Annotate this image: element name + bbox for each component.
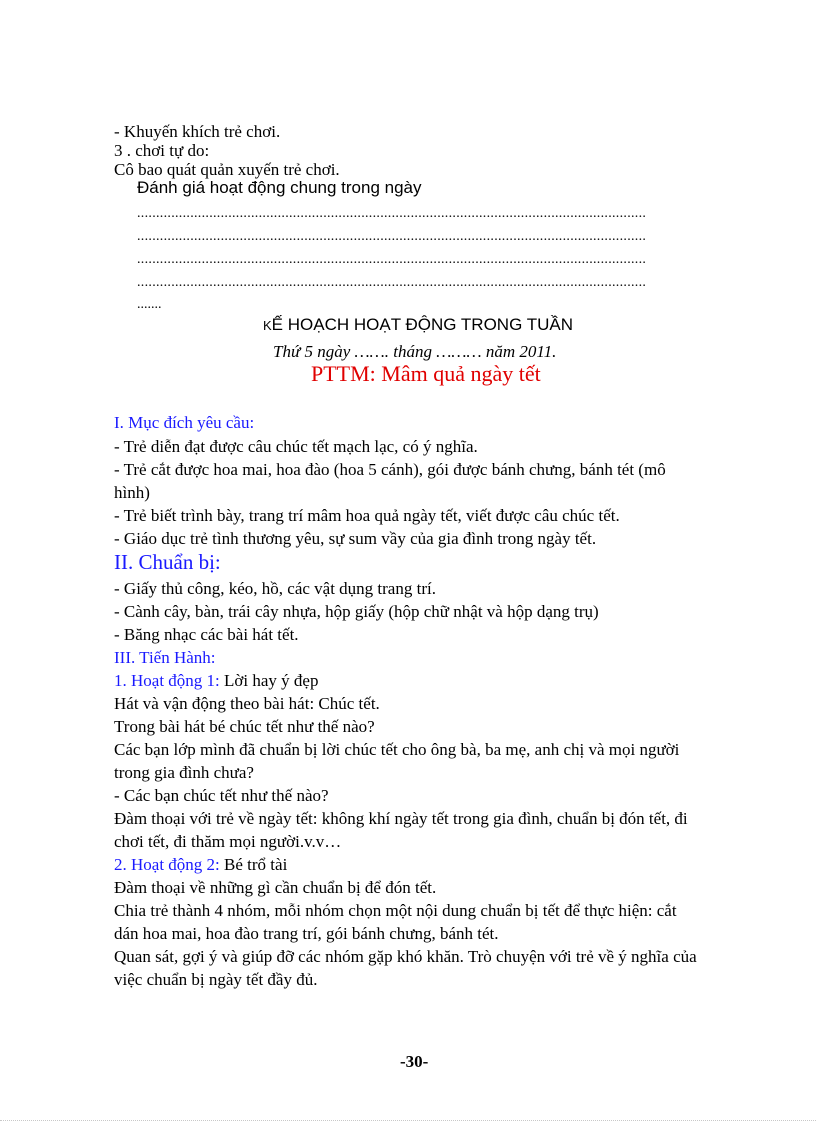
activity-2-heading — [114, 855, 287, 875]
activity-1-label: 1. Hoạt động 1: — [114, 671, 220, 690]
plan-title-initial: K — [263, 318, 272, 333]
evaluation-heading: Đánh giá hoạt động chung trong ngày — [137, 178, 422, 197]
section-heading-procedure: III. Tiến Hành: — [114, 648, 216, 667]
list-item: - Trẻ biết trình bày, trang trí mâm hoa quả ngày tết, viết được câu chúc tết. — [114, 506, 620, 525]
activity-1-heading — [114, 671, 318, 691]
dotted-line-short: ....... — [137, 297, 162, 312]
text-line: Đàm thoại với trẻ về ngày tết: không khí ngày tết trong gia đình, chuẩn bị đón tết, đi — [114, 809, 688, 828]
page-number: -30- — [400, 1052, 429, 1071]
section-heading-preparation: II. Chuẩn bị: — [114, 550, 221, 574]
list-item: - Trẻ diễn đạt được câu chúc tết mạch lạc, có ý nghĩa. — [114, 437, 478, 456]
page-bottom-border — [0, 1120, 816, 1121]
dotted-line: ...................................................................................................................................... — [137, 229, 647, 244]
section-heading-objectives: I. Mục đích yêu cầu: — [114, 413, 255, 432]
list-item: - Trẻ cắt được hoa mai, hoa đào (hoa 5 cánh), gói được bánh chưng, bánh tét (mô — [114, 460, 666, 479]
dotted-line: ...................................................................................................................................... — [137, 206, 647, 221]
plan-title-rest: Ế HOẠCH HOẠT ĐỘNG TRONG TUẦN — [271, 315, 573, 334]
text-line: dán hoa mai, hoa đào trang trí, gói bánh chưng, bánh tét. — [114, 924, 499, 943]
text-line: việc chuẩn bị ngày tết đầy đủ. — [114, 970, 318, 989]
text-line: 3 . chơi tự do: — [114, 141, 210, 160]
text-line: Hát và vận động theo bài hát: Chúc tết. — [114, 694, 380, 713]
text-line: - Khuyến khích trẻ chơi. — [114, 122, 281, 141]
text-line: Đàm thoại về những gì cần chuẩn bị để đón tết. — [114, 878, 437, 897]
activity-2-label: 2. Hoạt động 2: — [114, 855, 220, 874]
plan-subject: PTTM: Mâm quả ngày tết — [311, 361, 541, 386]
dotted-line: ...................................................................................................................................... — [137, 275, 647, 290]
text-line: Cô bao quát quản xuyến trẻ chơi. — [114, 160, 340, 179]
dotted-line: ...................................................................................................................................... — [137, 252, 647, 267]
text-line: - Các bạn chúc tết như thế nào? — [114, 786, 329, 805]
text-line: Quan sát, gợi ý và giúp đỡ các nhóm gặp khó khăn. Trò chuyện với trẻ về ý nghĩa của — [114, 947, 697, 966]
list-item: - Băng nhạc các bài hát tết. — [114, 625, 299, 644]
text-line: Các bạn lớp mình đã chuẩn bị lời chúc tết cho ông bà, ba mẹ, anh chị và mọi người — [114, 740, 680, 759]
list-item: - Giáo dục trẻ tình thương yêu, sự sum vầy của gia đình trong ngày tết. — [114, 529, 597, 548]
plan-date: Thứ 5 ngày ……. tháng ……… năm 2011. — [273, 342, 557, 361]
activity-2-title: Bé trổ tài — [219, 855, 288, 874]
plan-title — [263, 315, 573, 335]
list-item: hình) — [114, 483, 150, 502]
list-item: - Cành cây, bàn, trái cây nhựa, hộp giấy (hộp chữ nhật và hộp dạng trụ) — [114, 602, 599, 621]
list-item: - Giấy thủ công, kéo, hồ, các vật dụng trang trí. — [114, 579, 436, 598]
text-line: Trong bài hát bé chúc tết như thế nào? — [114, 717, 375, 736]
text-line: trong gia đình chưa? — [114, 763, 254, 782]
text-line: chơi tết, đi thăm mọi người.v.v… — [114, 832, 342, 851]
activity-1-title: Lời hay ý đẹp — [219, 671, 319, 690]
text-line: Chia trẻ thành 4 nhóm, mỗi nhóm chọn một nội dung chuẩn bị tết để thực hiện: cắt — [114, 901, 677, 920]
